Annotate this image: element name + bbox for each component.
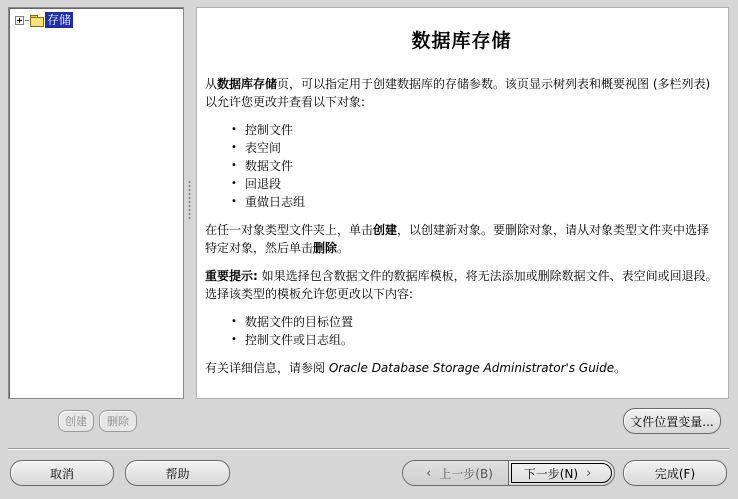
important-paragraph: 重要提示: 如果选择包含数据文件的数据库模板，将无法添加或删除数据文件、表空间或回退段。选择该类型的模板允许您更改以下内容: bbox=[205, 269, 718, 301]
create-button[interactable]: 创建 bbox=[58, 410, 94, 432]
splitter-handle[interactable] bbox=[188, 180, 191, 220]
cancel-button[interactable]: 取消 bbox=[10, 460, 114, 486]
back-button[interactable]: ‹ 上一步(B) bbox=[403, 461, 509, 485]
file-location-variables-button[interactable]: 文件位置变量... bbox=[623, 408, 721, 434]
tree-node-label[interactable]: 存储 bbox=[47, 13, 72, 27]
wizard-navigation bbox=[402, 460, 615, 486]
allowed-changes-list bbox=[205, 313, 718, 349]
storage-tree-panel[interactable] bbox=[8, 7, 184, 399]
list-item: • 数据文件的目标位置 bbox=[245, 313, 718, 331]
more-info-paragraph: 有关详细信息，请参阅 Oracle Database Storage Administrator's Guide。 bbox=[205, 361, 627, 375]
intro-paragraph: 从数据库存储页，可以指定用于创建数据库的存储参数。该页显示树列表和概要视图 (多栏列表) 以允许您更改并查看以下对象: bbox=[205, 77, 711, 109]
help-content-panel bbox=[196, 7, 729, 399]
list-item: • 控制文件或日志组。 bbox=[245, 331, 718, 349]
chevron-right-icon: › bbox=[586, 465, 592, 481]
finish-button[interactable]: 完成(F) bbox=[623, 460, 727, 486]
expand-icon[interactable] bbox=[15, 16, 24, 25]
help-button[interactable]: 帮助 bbox=[125, 460, 230, 486]
footer-separator bbox=[8, 448, 729, 450]
list-item: • 数据文件 bbox=[245, 157, 718, 175]
chevron-left-icon: ‹ bbox=[426, 465, 432, 481]
page-title: 数据库存储 bbox=[411, 30, 512, 52]
list-item: • 控制文件 bbox=[245, 121, 718, 139]
next-button[interactable]: 下一步(N) › bbox=[509, 461, 614, 485]
list-item: • 重做日志组 bbox=[245, 193, 718, 211]
tree-connector bbox=[25, 20, 29, 21]
folder-icon bbox=[30, 15, 44, 26]
list-item: • 回退段 bbox=[245, 175, 718, 193]
object-list bbox=[205, 121, 718, 211]
list-item: • 表空间 bbox=[245, 139, 718, 157]
tree-node-storage[interactable] bbox=[15, 12, 73, 28]
create-delete-paragraph: 在任一对象类型文件夹上，单击创建，以创建新对象。要删除对象，请从对象类型文件夹中选择特定对象，然后单击删除。 bbox=[205, 223, 710, 255]
delete-button[interactable]: 删除 bbox=[99, 410, 137, 432]
